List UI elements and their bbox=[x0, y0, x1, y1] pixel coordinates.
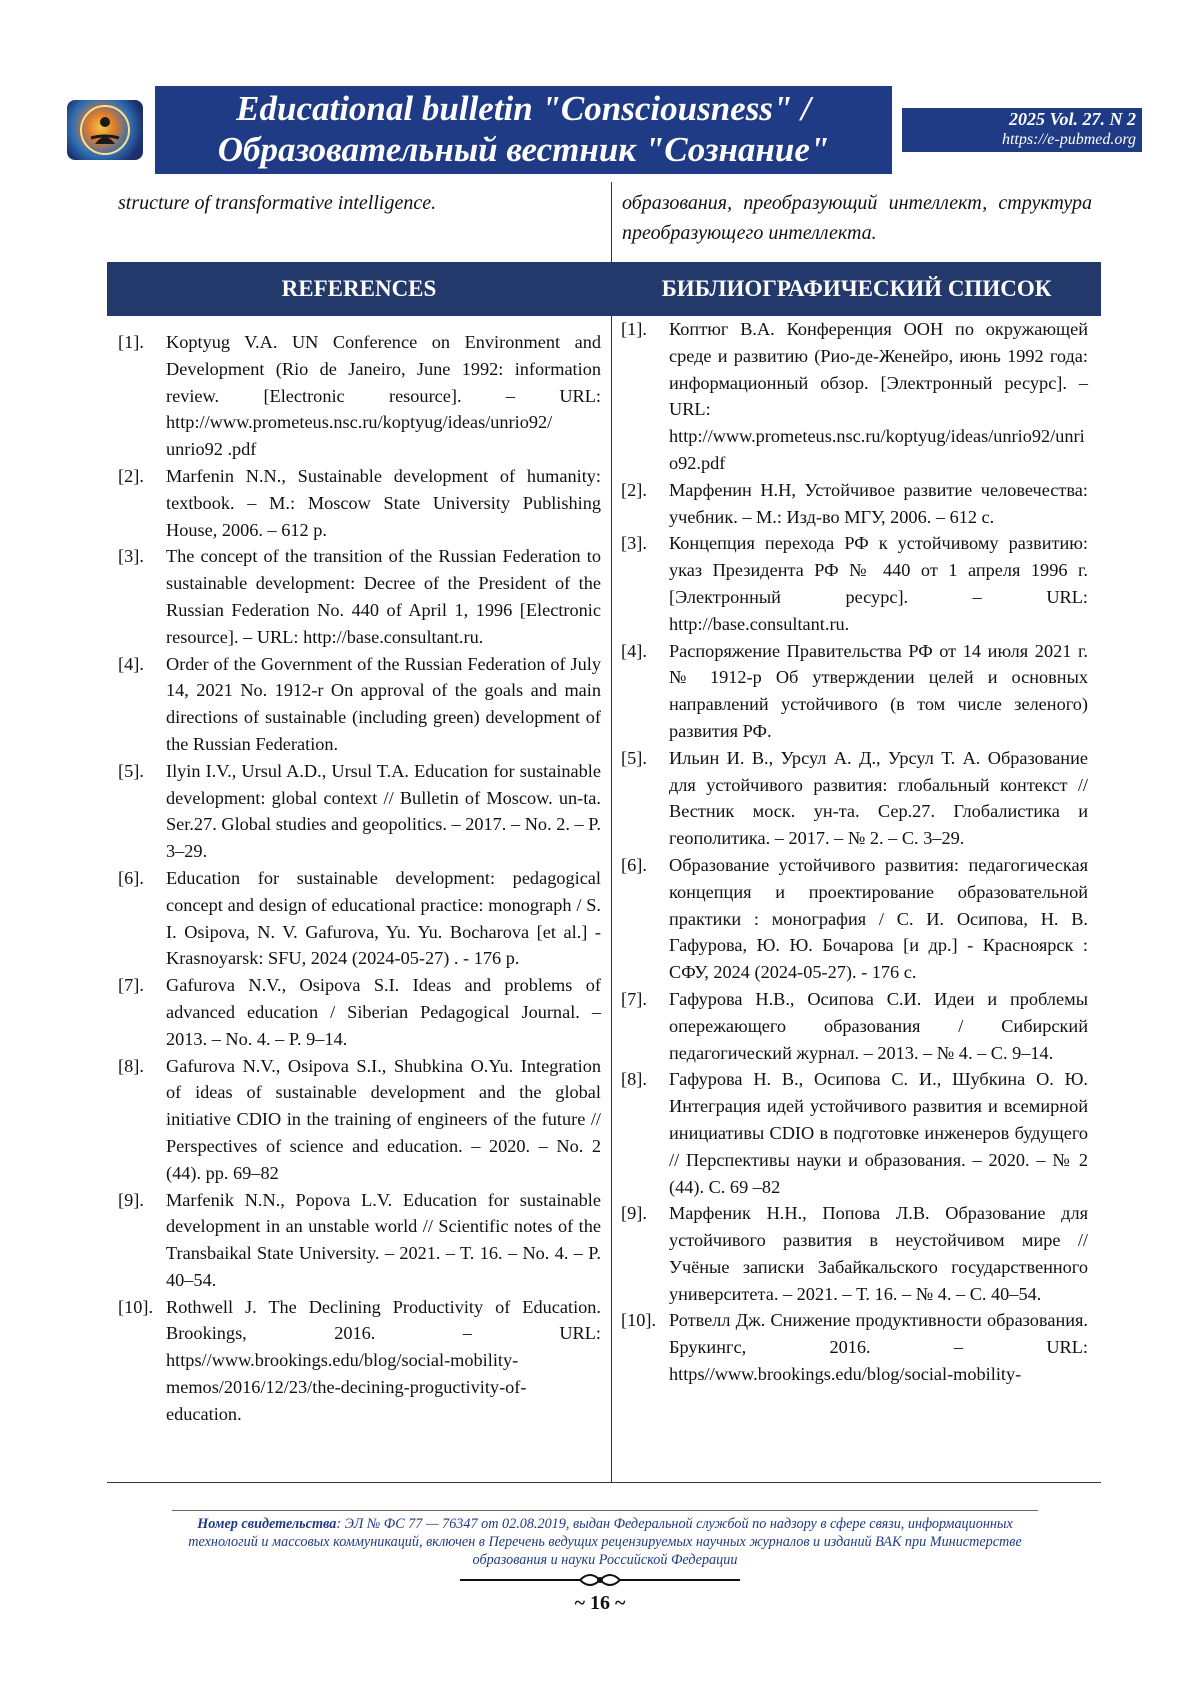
reference-item bbox=[621, 745, 1088, 852]
reference-text: The concept of the transition of the Russian Federation to sustainable development: Decree of the President of the Russian Federation No. 440 of April 1, 1996 [Electronic resource]. – URL: http://base.consultant.ru. bbox=[166, 546, 601, 647]
footer-certificate bbox=[165, 1515, 1045, 1569]
reference-text: Марфеник Н.Н., Попова Л.В. Образование для устойчивого развития в неустойчивом мире // Учёные записки Забайкальского государственного университета. – 2021. – Т. 16. – № 4. – С. 40–54. bbox=[669, 1203, 1088, 1304]
reference-text: Ilyin I.V., Ursul A.D., Ursul T.A. Education for sustainable development: global context // Bulletin of Moscow. un-ta. Ser.27. Global studies and geopolitics. – 2017. – No. 2. – P. 3–29. bbox=[166, 760, 601, 862]
references-list-ru bbox=[621, 316, 1088, 1388]
reference-number: [10]. bbox=[621, 1310, 657, 1331]
reference-item bbox=[621, 986, 1088, 1066]
references-list-en bbox=[118, 329, 601, 1428]
journal-title-banner bbox=[155, 86, 892, 174]
reference-text: Ильин И. В., Урсул А. Д., Урсул Т. А. Образование для устойчивого развития: глобальный контекст // Вестник моск. ун-та. Сер.27. Глобалистика и геополитика. – 2017. – № 2. – С. 3–29. bbox=[669, 747, 1088, 849]
reference-text: Rothwell J. The Declining Productivity of Education. Brookings, 2016. – URL: https//www.brookings.edu/blog/social-mobility-memos/2016/12/23/the-decining-proguctivity-of-education. bbox=[166, 1296, 601, 1424]
table-bottom-rule bbox=[107, 1482, 1101, 1483]
reference-number: [6]. bbox=[118, 867, 144, 888]
reference-item bbox=[621, 1307, 1088, 1387]
reference-text: Марфенин Н.Н, Устойчивое развитие человечества: учебник. – М.: Изд-во МГУ, 2006. – 612 с. bbox=[669, 479, 1088, 527]
journal-title-en: Educational bulletin "Consciousness" / bbox=[236, 89, 811, 128]
certificate-label: Номер свидетельства bbox=[197, 1516, 337, 1532]
reference-item bbox=[118, 1187, 601, 1294]
reference-number: [10]. bbox=[118, 1296, 154, 1317]
reference-item bbox=[118, 972, 601, 1052]
certificate-text: : ЭЛ № ФС 77 — 76347 от 02.08.2019, выдан Федеральной службой по надзору в сфере связи, информационных технологий и массовых коммуникаций, включен в Перечень ведущих рецензируемых научных журналов и изданий ВАК при Министерстве образования и науки Российской Федерации bbox=[188, 1516, 1022, 1568]
column-divider bbox=[611, 182, 612, 1482]
keywords-tail-ru: образования, преобразующий интеллект, структура преобразующего интеллекта. bbox=[622, 192, 1092, 244]
issue-info bbox=[902, 108, 1142, 152]
footer-rule bbox=[172, 1510, 1038, 1511]
reference-text: Order of the Government of the Russian Federation of July 14, 2021 No. 1912-r On approval of the goals and main directions of sustainable (including green) development of the Russian Federation. bbox=[166, 653, 601, 754]
reference-number: [7]. bbox=[621, 988, 647, 1009]
reference-number: [3]. bbox=[621, 533, 647, 554]
reference-item bbox=[118, 651, 601, 758]
journal-title-ru: Образовательный вестник "Сознание" bbox=[217, 130, 830, 169]
reference-text: Gafurova N.V., Osipova S.I., Shubkina O.Yu. Integration of ideas of sustainable development and the global initiative CDIO in the training of engineers of the future // Perspectives of science and education. – 2020. – No. 2 (44). pp. 69–82 bbox=[166, 1055, 601, 1183]
reference-text: Education for sustainable development: pedagogical concept and design of educational practice: monograph / S. I. Osipova, N. V. Gafurova, Yu. Yu. Bocharova [et al.] - Krasnoyarsk: SFU, 2024 (2024-05-27) . - 176 p. bbox=[166, 867, 601, 969]
reference-text: Gafurova N.V., Osipova S.I. Ideas and problems of advanced education / Siberian Pedagogical Journal. – 2013. – No. 4. – P. 9–14. bbox=[166, 975, 601, 1049]
reference-item bbox=[621, 530, 1088, 637]
reference-text: Гафурова Н.В., Осипова С.И. Идеи и проблемы опережающего образования / Сибирский педагогический журнал. – 2013. – № 4. – С. 9–14. bbox=[669, 988, 1088, 1063]
reference-number: [4]. bbox=[621, 640, 647, 661]
reference-item bbox=[118, 1294, 601, 1428]
reference-item bbox=[621, 852, 1088, 986]
reference-number: [8]. bbox=[118, 1055, 144, 1076]
reference-number: [6]. bbox=[621, 854, 647, 875]
reference-item bbox=[621, 1200, 1088, 1307]
reference-text: Koptyug V.A. UN Conference on Environment and Development (Rio de Janeiro, June 1992: information review. [Electronic resource]. – URL: http://www.prometeus.nsc.ru/koptyug/ideas/unrio92/ unrio92 .pdf bbox=[166, 332, 601, 460]
reference-number: [7]. bbox=[118, 975, 144, 996]
reference-text: Распоряжение Правительства РФ от 14 июля 2021 г. № 1912-р Об утверждении целей и основных направлений устойчивого (в том числе зеленого) развития РФ. bbox=[669, 640, 1088, 741]
reference-item bbox=[621, 638, 1088, 745]
reference-item bbox=[621, 1066, 1088, 1200]
reference-item bbox=[621, 316, 1088, 477]
reference-item bbox=[621, 477, 1088, 531]
reference-number: [5]. bbox=[621, 747, 647, 768]
reference-item bbox=[118, 865, 601, 972]
reference-number: [5]. bbox=[118, 760, 144, 781]
reference-number: [9]. bbox=[621, 1203, 647, 1224]
journal-url[interactable]: https://e-pubmed.org bbox=[1001, 131, 1136, 148]
reference-text: Гафурова Н. В., Осипова С. И., Шубкина О. Ю. Интеграция идей устойчивого развития и всемирной инициативы CDIO в подготовке инженеров будущего // Перспективы науки и образования. – 2020. – № 2 (44). С. 69 –82 bbox=[669, 1069, 1088, 1197]
reference-text: Концепция перехода РФ к устойчивому развитию: указ Президента РФ № 440 от 1 апреля 1996 г. [Электронный ресурс]. – URL: http://base.consultant.ru. bbox=[669, 533, 1088, 634]
page-number: ~ 16 ~ bbox=[574, 1592, 626, 1614]
reference-number: [9]. bbox=[118, 1189, 144, 1210]
reference-item bbox=[118, 1053, 601, 1187]
bibliography-heading: БИБЛИОГРАФИЧЕСКИЙ СПИСОК bbox=[661, 276, 1052, 301]
reference-number: [4]. bbox=[118, 653, 144, 674]
reference-number: [1]. bbox=[118, 332, 144, 352]
reference-item bbox=[118, 543, 601, 650]
reference-number: [1]. bbox=[621, 319, 647, 339]
reference-text: Ротвелл Дж. Снижение продуктивности образования. Брукингс, 2016. – URL: https//www.brookings.edu/blog/social-mobility- bbox=[669, 1310, 1088, 1385]
reference-number: [3]. bbox=[118, 546, 144, 567]
reference-item bbox=[118, 329, 601, 463]
references-heading: REFERENCES bbox=[281, 276, 437, 301]
reference-number: [8]. bbox=[621, 1069, 647, 1090]
reference-item bbox=[118, 463, 601, 543]
keywords-tail-en: structure of transformative intelligence. bbox=[118, 192, 437, 214]
reference-number: [2]. bbox=[118, 465, 144, 486]
reference-text: Marfenik N.N., Popova L.V. Education for sustainable development in an unstable world // Scientific notes of the Transbaikal State University. – 2021. – T. 16. – No. 4. – P. 40–54. bbox=[166, 1189, 601, 1290]
journal-logo-icon bbox=[67, 100, 143, 160]
reference-text: Marfenin N.N., Sustainable development of humanity: textbook. – M.: Moscow State University Publishing House, 2006. – 612 p. bbox=[166, 465, 601, 540]
reference-item bbox=[118, 758, 601, 865]
reference-text: Образование устойчивого развития: педагогическая концепция и проектирование образовательной практики : монография / С. И. Осипова, Н. В. Гафурова, Ю. Ю. Бочарова [и др.] - Красноярск : СФУ, 2024 (2024-05-27). - 176 с. bbox=[669, 854, 1088, 983]
issue-volume: 2025 Vol. 27. N 2 bbox=[1008, 109, 1136, 129]
reference-number: [2]. bbox=[621, 479, 647, 500]
reference-text: Коптюг В.А. Конференция ООН по окружающей среде и развитию (Рио-де-Женейро, июнь 1992 года: информационный обзор. [Электронный ресурс]. – URL: http://www.prometeus.nsc.ru/koptyug/ideas/unrio92/unrio92.pdf bbox=[669, 319, 1088, 473]
